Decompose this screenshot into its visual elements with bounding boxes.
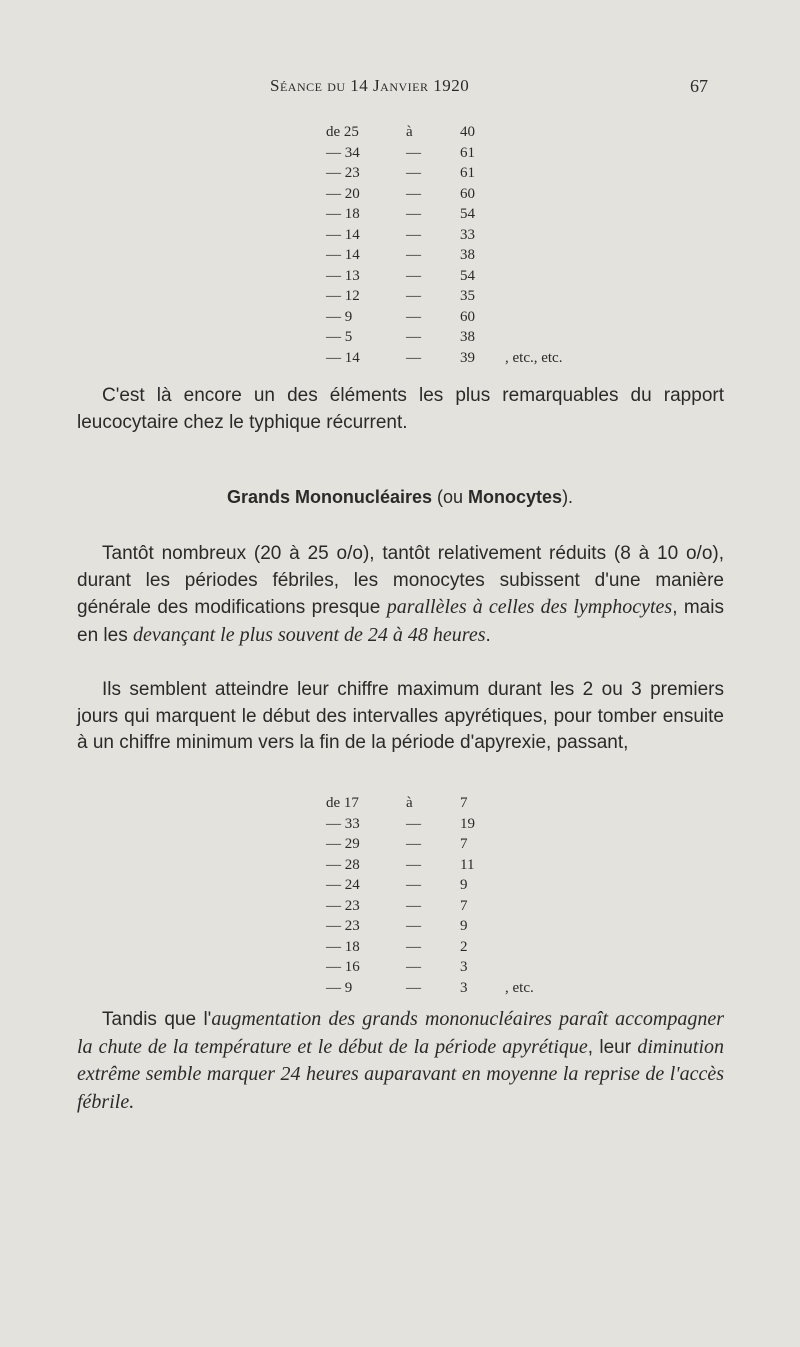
row-to-value: 38 (460, 329, 475, 345)
table-row (300, 898, 700, 919)
paragraph-1: C'est là encore un des éléments les plus remarquables du rapport leucocytaire chez le typhique récurrent. (77, 385, 724, 433)
table-row (300, 206, 700, 227)
row-from-value: — 20 (326, 185, 360, 202)
table-row (300, 165, 700, 186)
row-from-value: — 14 (326, 349, 360, 366)
row-from-value: — 14 (326, 247, 360, 263)
row-to-value: 35 (460, 288, 475, 304)
page-number: 67 (690, 76, 708, 96)
table-row (300, 959, 700, 980)
row-to-value: 7 (460, 897, 468, 914)
row-to-value: 9 (460, 918, 468, 934)
section-heading-main: Grands Mononucléaires (226, 487, 432, 507)
table-row (300, 186, 700, 207)
paragraph-2-italic-2: devançant le plus souvent de 24 à 48 heures (132, 623, 486, 646)
row-to-value: 39 (460, 349, 475, 366)
running-header (0, 76, 800, 100)
row-from-value: — 18 (326, 938, 360, 955)
section-heading (0, 487, 800, 508)
row-to-value: 3 (460, 979, 468, 996)
table-row (300, 918, 700, 939)
row-to-value: 11 (460, 856, 475, 873)
row-from-value: — 23 (326, 165, 360, 181)
row-suffix: , etc. (505, 979, 534, 996)
table-row (300, 124, 700, 145)
paragraph-4 (77, 1006, 724, 1116)
row-from-value: — 14 (326, 226, 360, 243)
row-to-value: 61 (460, 144, 475, 161)
row-from-value: — 9 (326, 979, 353, 996)
row-separator: — (406, 329, 421, 345)
row-from-value: — 24 (326, 877, 360, 893)
row-to-value: 38 (460, 247, 475, 263)
row-to-value: 40 (460, 124, 475, 140)
row-separator: — (406, 897, 421, 914)
paragraph-4-text-1: Tandis que l' (102, 1009, 212, 1030)
table-row (300, 288, 700, 309)
section-heading-paren-close: ). (562, 487, 574, 507)
table-row (300, 877, 700, 898)
paragraph-4-italic-1: augmentation des grands mononucléaires paraît accompagner la chute de la température et le début de la période apyrétique (77, 1008, 724, 1058)
paragraph-4-text-2: , leur (587, 1036, 638, 1058)
row-separator: — (406, 349, 421, 366)
row-from-value: — 33 (326, 815, 360, 832)
row-from-value: — 23 (326, 918, 360, 934)
row-separator: — (406, 288, 421, 304)
table-row (300, 939, 700, 960)
row-separator: — (406, 165, 421, 181)
table-row (300, 836, 700, 857)
table-row (300, 329, 700, 350)
row-to-value: 7 (460, 836, 468, 852)
row-to-value: 2 (460, 938, 468, 955)
row-separator: — (406, 836, 421, 852)
row-to-value: 54 (460, 267, 475, 284)
row-separator: — (406, 267, 421, 284)
row-from-value: — 16 (326, 959, 360, 975)
row-from-value: de 17 (326, 795, 359, 811)
row-separator: — (406, 959, 421, 975)
row-separator: — (406, 856, 421, 873)
row-to-value: 9 (460, 877, 468, 893)
row-to-value: 33 (460, 226, 475, 243)
row-from-value: — 23 (326, 897, 360, 914)
table-row (300, 350, 700, 371)
table-row (300, 268, 700, 289)
row-to-value: 3 (460, 959, 468, 975)
row-to-value: 7 (460, 795, 468, 811)
row-from-value: — 12 (326, 288, 360, 304)
row-separator: à (406, 124, 413, 140)
paragraph-2-italic-1: parallèles à celles des lymphocytes (386, 596, 673, 618)
row-separator: — (406, 185, 421, 202)
table-row (300, 227, 700, 248)
row-suffix: , etc., etc. (505, 349, 563, 366)
paragraph-2-text-1: Tantôt nombreux (20 à 25 o/o), tantôt relativement réduits (8 à 10 o/o), durant les périodes fébriles, les monocytes subissent d'une manière générale des modifications presque (77, 543, 724, 618)
count-table-1 (300, 124, 700, 370)
row-separator: — (406, 226, 421, 243)
row-to-value: 19 (460, 815, 475, 832)
row-separator: — (406, 308, 421, 325)
row-separator: — (406, 815, 421, 832)
table-row (300, 145, 700, 166)
paragraph-4-italic-2: diminution extrême semble marquer 24 heures auparavant en moyenne la reprise de l'accès fébrile. (77, 1035, 724, 1113)
row-from-value: — 29 (326, 836, 360, 852)
section-heading-paren-open: (ou (432, 487, 469, 507)
section-heading-alt: Monocytes (468, 487, 563, 507)
row-from-value: — 18 (326, 206, 360, 222)
paragraph-2-text-3: . (485, 624, 491, 646)
header-title: Séance du 14 Janvier 1920 (270, 76, 470, 95)
row-separator: à (406, 795, 413, 811)
row-to-value: 54 (460, 206, 475, 222)
paragraph-2-text-2: , mais en les (77, 597, 724, 646)
row-separator: — (406, 877, 421, 893)
row-to-value: 60 (460, 185, 475, 202)
table-row (300, 795, 700, 816)
row-separator: — (406, 206, 421, 222)
paragraph-3: Ils semblent atteindre leur chiffre maximum durant les 2 ou 3 premiers jours qui marquent le début des intervalles apyrétiques, pour tomber ensuite à un chiffre minimum vers la fin de la période d'apyrexie, passant, (77, 679, 724, 753)
row-from-value: — 5 (326, 329, 353, 345)
row-separator: — (406, 247, 421, 263)
row-separator: — (406, 979, 421, 996)
row-from-value: de 25 (326, 124, 359, 140)
table-row (300, 980, 700, 1001)
table-row (300, 247, 700, 268)
row-from-value: — 13 (326, 267, 360, 284)
row-from-value: — 28 (326, 856, 360, 873)
row-from-value: — 9 (326, 308, 353, 325)
row-from-value: — 34 (326, 144, 360, 161)
paragraph-2 (77, 541, 724, 649)
row-separator: — (406, 144, 421, 161)
table-row (300, 857, 700, 878)
row-separator: — (406, 938, 421, 955)
row-to-value: 60 (460, 308, 475, 325)
table-row (300, 309, 700, 330)
row-to-value: 61 (460, 165, 475, 181)
table-row (300, 816, 700, 837)
row-separator: — (406, 918, 421, 934)
count-table-2 (300, 795, 700, 1000)
